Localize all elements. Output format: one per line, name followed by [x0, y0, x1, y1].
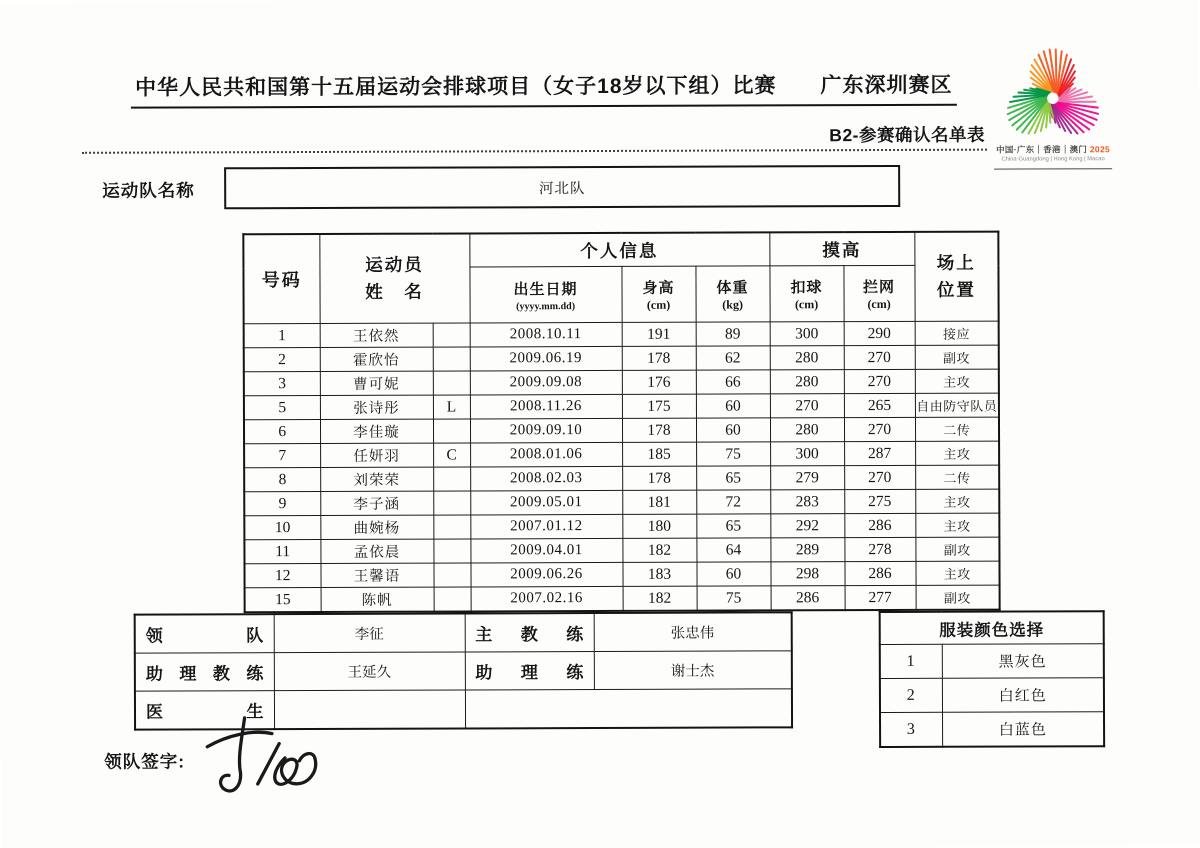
cell-name: 张诗彤: [320, 395, 433, 419]
uniform-option-number: 2: [880, 678, 942, 712]
weight-header-label: 体重: [716, 278, 749, 297]
cell-no: 1: [244, 323, 320, 347]
cell-height: 185: [622, 442, 696, 466]
dob-format-hint: (yyyy.mm.dd): [516, 300, 576, 312]
cell-block: 286: [844, 561, 915, 585]
cell-height: 182: [622, 538, 696, 562]
cell-block: 275: [844, 489, 915, 513]
team-leader-label: 领队: [135, 614, 274, 653]
cell-no: 7: [244, 443, 320, 467]
cell-weight: 60: [696, 562, 770, 586]
col-header-dob: [469, 266, 621, 323]
cell-position: 副攻: [915, 345, 999, 369]
cell-block: 286: [844, 513, 915, 537]
col-header-reach: 摸高: [769, 232, 914, 266]
cell-height: 183: [622, 562, 696, 586]
col-header-personal-info: 个人信息: [469, 232, 769, 267]
cell-name: 李子涵: [320, 491, 433, 515]
table-row: [244, 489, 999, 516]
cell-name: 王依然: [320, 323, 433, 347]
leader-signature-label: 领队签字:: [104, 751, 186, 772]
cell-no: 11: [244, 539, 320, 563]
block-unit: (cm): [867, 296, 891, 311]
cell-dob: 2009.09.10: [470, 418, 622, 443]
cell-dob: 2009.05.01: [470, 490, 622, 515]
cell-mark: [433, 347, 470, 371]
assistant-trainer-label: 助理练: [465, 652, 594, 690]
games-logo-caption-en: China-Guangdong | Hong Kong | Macao: [1001, 156, 1105, 163]
roster-body: [244, 321, 1000, 612]
doctor-label: 医生: [135, 691, 274, 730]
cell-block: 277: [845, 585, 916, 610]
cell-dob: 2009.06.19: [470, 346, 622, 371]
cell-spike: 286: [771, 586, 845, 611]
col-header-position: [914, 232, 998, 322]
cell-height: 191: [622, 322, 696, 346]
spike-unit: (cm): [794, 296, 819, 311]
cell-dob: 2009.06.26: [470, 562, 622, 587]
uniform-option-color: 黑灰色: [942, 644, 1104, 679]
cell-no: 3: [244, 371, 320, 395]
table-row: [244, 369, 999, 396]
cell-block: 270: [844, 417, 915, 441]
cell-mark: [433, 563, 470, 587]
cell-spike: 270: [770, 394, 844, 418]
col-header-block: [843, 265, 914, 321]
cell-height: 180: [622, 514, 696, 538]
cell-spike: 280: [770, 346, 844, 370]
cell-mark: [433, 371, 470, 395]
uniform-option-number: 3: [880, 712, 942, 747]
cell-no: 9: [244, 491, 320, 515]
cell-dob: 2009.09.08: [470, 370, 622, 395]
block-header-label: 拦网: [862, 278, 896, 296]
uniform-header-row: [880, 611, 1104, 644]
cell-position: 主攻: [915, 489, 999, 513]
cell-position: 二传: [915, 465, 999, 489]
games-logo-caption: [984, 143, 1122, 155]
cell-spike: 289: [770, 538, 844, 562]
cell-mark: [433, 515, 470, 539]
cell-weight: 75: [696, 442, 770, 466]
assistant-coach-value: 王延久: [274, 652, 465, 691]
cell-dob: 2008.01.06: [470, 442, 622, 467]
cell-no: 6: [244, 419, 320, 443]
cell-weight: 60: [696, 418, 770, 442]
cell-height: 182: [623, 586, 697, 611]
cell-dob: 2009.04.01: [470, 538, 622, 563]
cell-weight: 65: [696, 514, 770, 538]
cell-weight: 65: [696, 466, 770, 490]
assistant-trainer-value: 谢士杰: [594, 651, 792, 690]
cell-mark: [434, 587, 471, 612]
table-row: [244, 537, 999, 564]
cell-position: 二传: [915, 417, 999, 441]
cell-dob: 2007.02.16: [471, 586, 623, 611]
games-logo-icon: [997, 46, 1109, 142]
cell-position: 接应: [915, 321, 999, 345]
cell-block: 270: [844, 345, 915, 369]
uniform-option-color: 白蓝色: [942, 712, 1104, 747]
uniform-table-title: 服装颜色选择: [880, 611, 1104, 644]
table-row: [244, 465, 999, 492]
document-title-wrap: [99, 69, 989, 109]
cell-no: 10: [244, 515, 320, 539]
cell-height: 175: [622, 394, 696, 418]
cell-height: 178: [622, 346, 696, 370]
cell-spike: 292: [770, 514, 844, 538]
cell-name: 王馨语: [320, 563, 433, 587]
height-header-label: 身高: [642, 279, 675, 297]
cell-height: 181: [622, 490, 696, 514]
cell-no: 5: [244, 395, 320, 419]
cell-height: 178: [622, 418, 696, 442]
cell-position: 副攻: [916, 585, 1000, 610]
leader-signature-handwriting: [189, 709, 349, 802]
cell-mark: [433, 539, 470, 563]
cell-weight: 60: [696, 394, 770, 418]
cell-mark: L: [433, 395, 470, 419]
position-header-line2: 位置: [936, 279, 976, 300]
cell-mark: [433, 491, 470, 515]
position-header-line1: 场上: [936, 252, 976, 273]
cell-position: 主攻: [915, 369, 999, 393]
cell-no: 12: [244, 563, 320, 587]
assistant-coach-label: 助理教练: [135, 653, 274, 691]
cell-dob: 2008.10.11: [470, 322, 622, 347]
cell-mark: [433, 419, 470, 443]
document-title: 中华人民共和国第十五届运动会排球项目（女子18岁以下组）比赛 广东深圳赛区: [131, 69, 956, 109]
cell-spike: 280: [770, 370, 844, 394]
head-coach-label: 主教练: [465, 613, 594, 652]
table-row: [244, 441, 999, 468]
col-header-number: [243, 234, 319, 324]
cell-block: 287: [844, 441, 915, 465]
cell-name: 李佳璇: [320, 419, 433, 443]
uniform-option-row: [880, 644, 1104, 679]
cell-position: 副攻: [915, 537, 999, 561]
col-header-spike: [769, 266, 843, 322]
cell-block: 290: [844, 321, 915, 345]
cell-no: 15: [245, 587, 321, 612]
cell-name: 霍欣怡: [320, 347, 433, 371]
table-row: [244, 321, 999, 348]
cell-name: 任妍羽: [320, 443, 433, 467]
cell-spike: 280: [770, 418, 844, 442]
cell-weight: 72: [696, 490, 770, 514]
cell-dob: 2008.02.03: [470, 466, 622, 491]
cell-spike: 300: [770, 442, 844, 466]
dob-header-label: 出生日期: [513, 280, 578, 298]
cell-name: 曲婉杨: [320, 515, 433, 539]
cell-weight: 62: [696, 346, 770, 370]
cell-name: 曹可妮: [320, 371, 433, 395]
cell-block: 278: [844, 537, 915, 561]
staff-row: [135, 651, 792, 691]
games-logo-year: 2025: [1089, 144, 1111, 155]
col-header-height: [621, 266, 695, 322]
cell-weight: 64: [696, 538, 770, 562]
col-header-weight: [695, 266, 769, 322]
games-logo: [984, 46, 1122, 169]
cell-weight: 66: [696, 370, 770, 394]
table-row: [244, 345, 999, 372]
cell-position: 主攻: [915, 441, 999, 465]
cell-height: 178: [622, 466, 696, 490]
cell-spike: 300: [770, 322, 844, 346]
uniform-option-row: [880, 712, 1104, 747]
staff-empty-cell: [465, 689, 792, 729]
height-unit: (cm): [646, 297, 671, 312]
cell-block: 270: [844, 465, 915, 489]
uniform-option-row: [880, 678, 1104, 713]
table-row: [244, 393, 999, 420]
cell-weight: 75: [697, 586, 771, 611]
cell-block: 265: [844, 393, 915, 417]
cell-no: 8: [244, 467, 320, 491]
staff-row: [135, 612, 792, 653]
cell-height: 176: [622, 370, 696, 394]
games-logo-rule: [994, 168, 1112, 169]
team-name-field: 河北队: [224, 165, 900, 209]
cell-name: 陈帆: [321, 587, 434, 612]
cell-weight: 89: [696, 322, 770, 346]
cell-mark: [433, 467, 470, 491]
cell-mark: C: [433, 443, 470, 467]
cell-spike: 283: [770, 490, 844, 514]
cell-name: 刘荣荣: [320, 467, 433, 491]
uniform-option-number: 1: [880, 644, 942, 678]
team-name-label: 运动队名称: [102, 180, 195, 201]
spike-header-label: 扣球: [790, 278, 823, 296]
uniform-color-table: [879, 610, 1105, 748]
dotted-divider: [82, 149, 987, 154]
col-header-athlete-name: [319, 233, 469, 323]
athlete-header-line1: 运动员: [365, 254, 424, 275]
cell-no: 2: [244, 347, 320, 371]
cell-name: 孟依晨: [320, 539, 433, 563]
cell-block: 270: [844, 369, 915, 393]
cell-dob: 2008.11.26: [470, 394, 622, 419]
cell-spike: 298: [770, 562, 844, 586]
table-row: [244, 561, 999, 588]
cell-spike: 279: [770, 466, 844, 490]
athlete-header-line2: 姓 名: [365, 281, 424, 302]
cell-mark: [433, 323, 470, 347]
cell-position: 主攻: [915, 513, 999, 537]
cell-position: 自由防守队员: [915, 393, 999, 417]
cell-position: 主攻: [915, 561, 999, 585]
uniform-option-color: 白红色: [942, 678, 1104, 713]
cell-dob: 2007.01.12: [470, 514, 622, 539]
table-row: [244, 417, 999, 444]
games-logo-caption-cn: 中国·广东｜香港｜澳门: [996, 144, 1090, 155]
col-header-number-label: 号码: [261, 270, 302, 291]
team-leader-value: 李征: [274, 613, 465, 652]
table-row: [244, 513, 999, 540]
weight-unit: (kg): [722, 297, 743, 312]
form-code: B2-参赛确认名单表: [829, 124, 986, 146]
roster-table: [242, 231, 1000, 614]
table-row: [245, 585, 1000, 612]
head-coach-value: 张忠伟: [594, 612, 792, 651]
